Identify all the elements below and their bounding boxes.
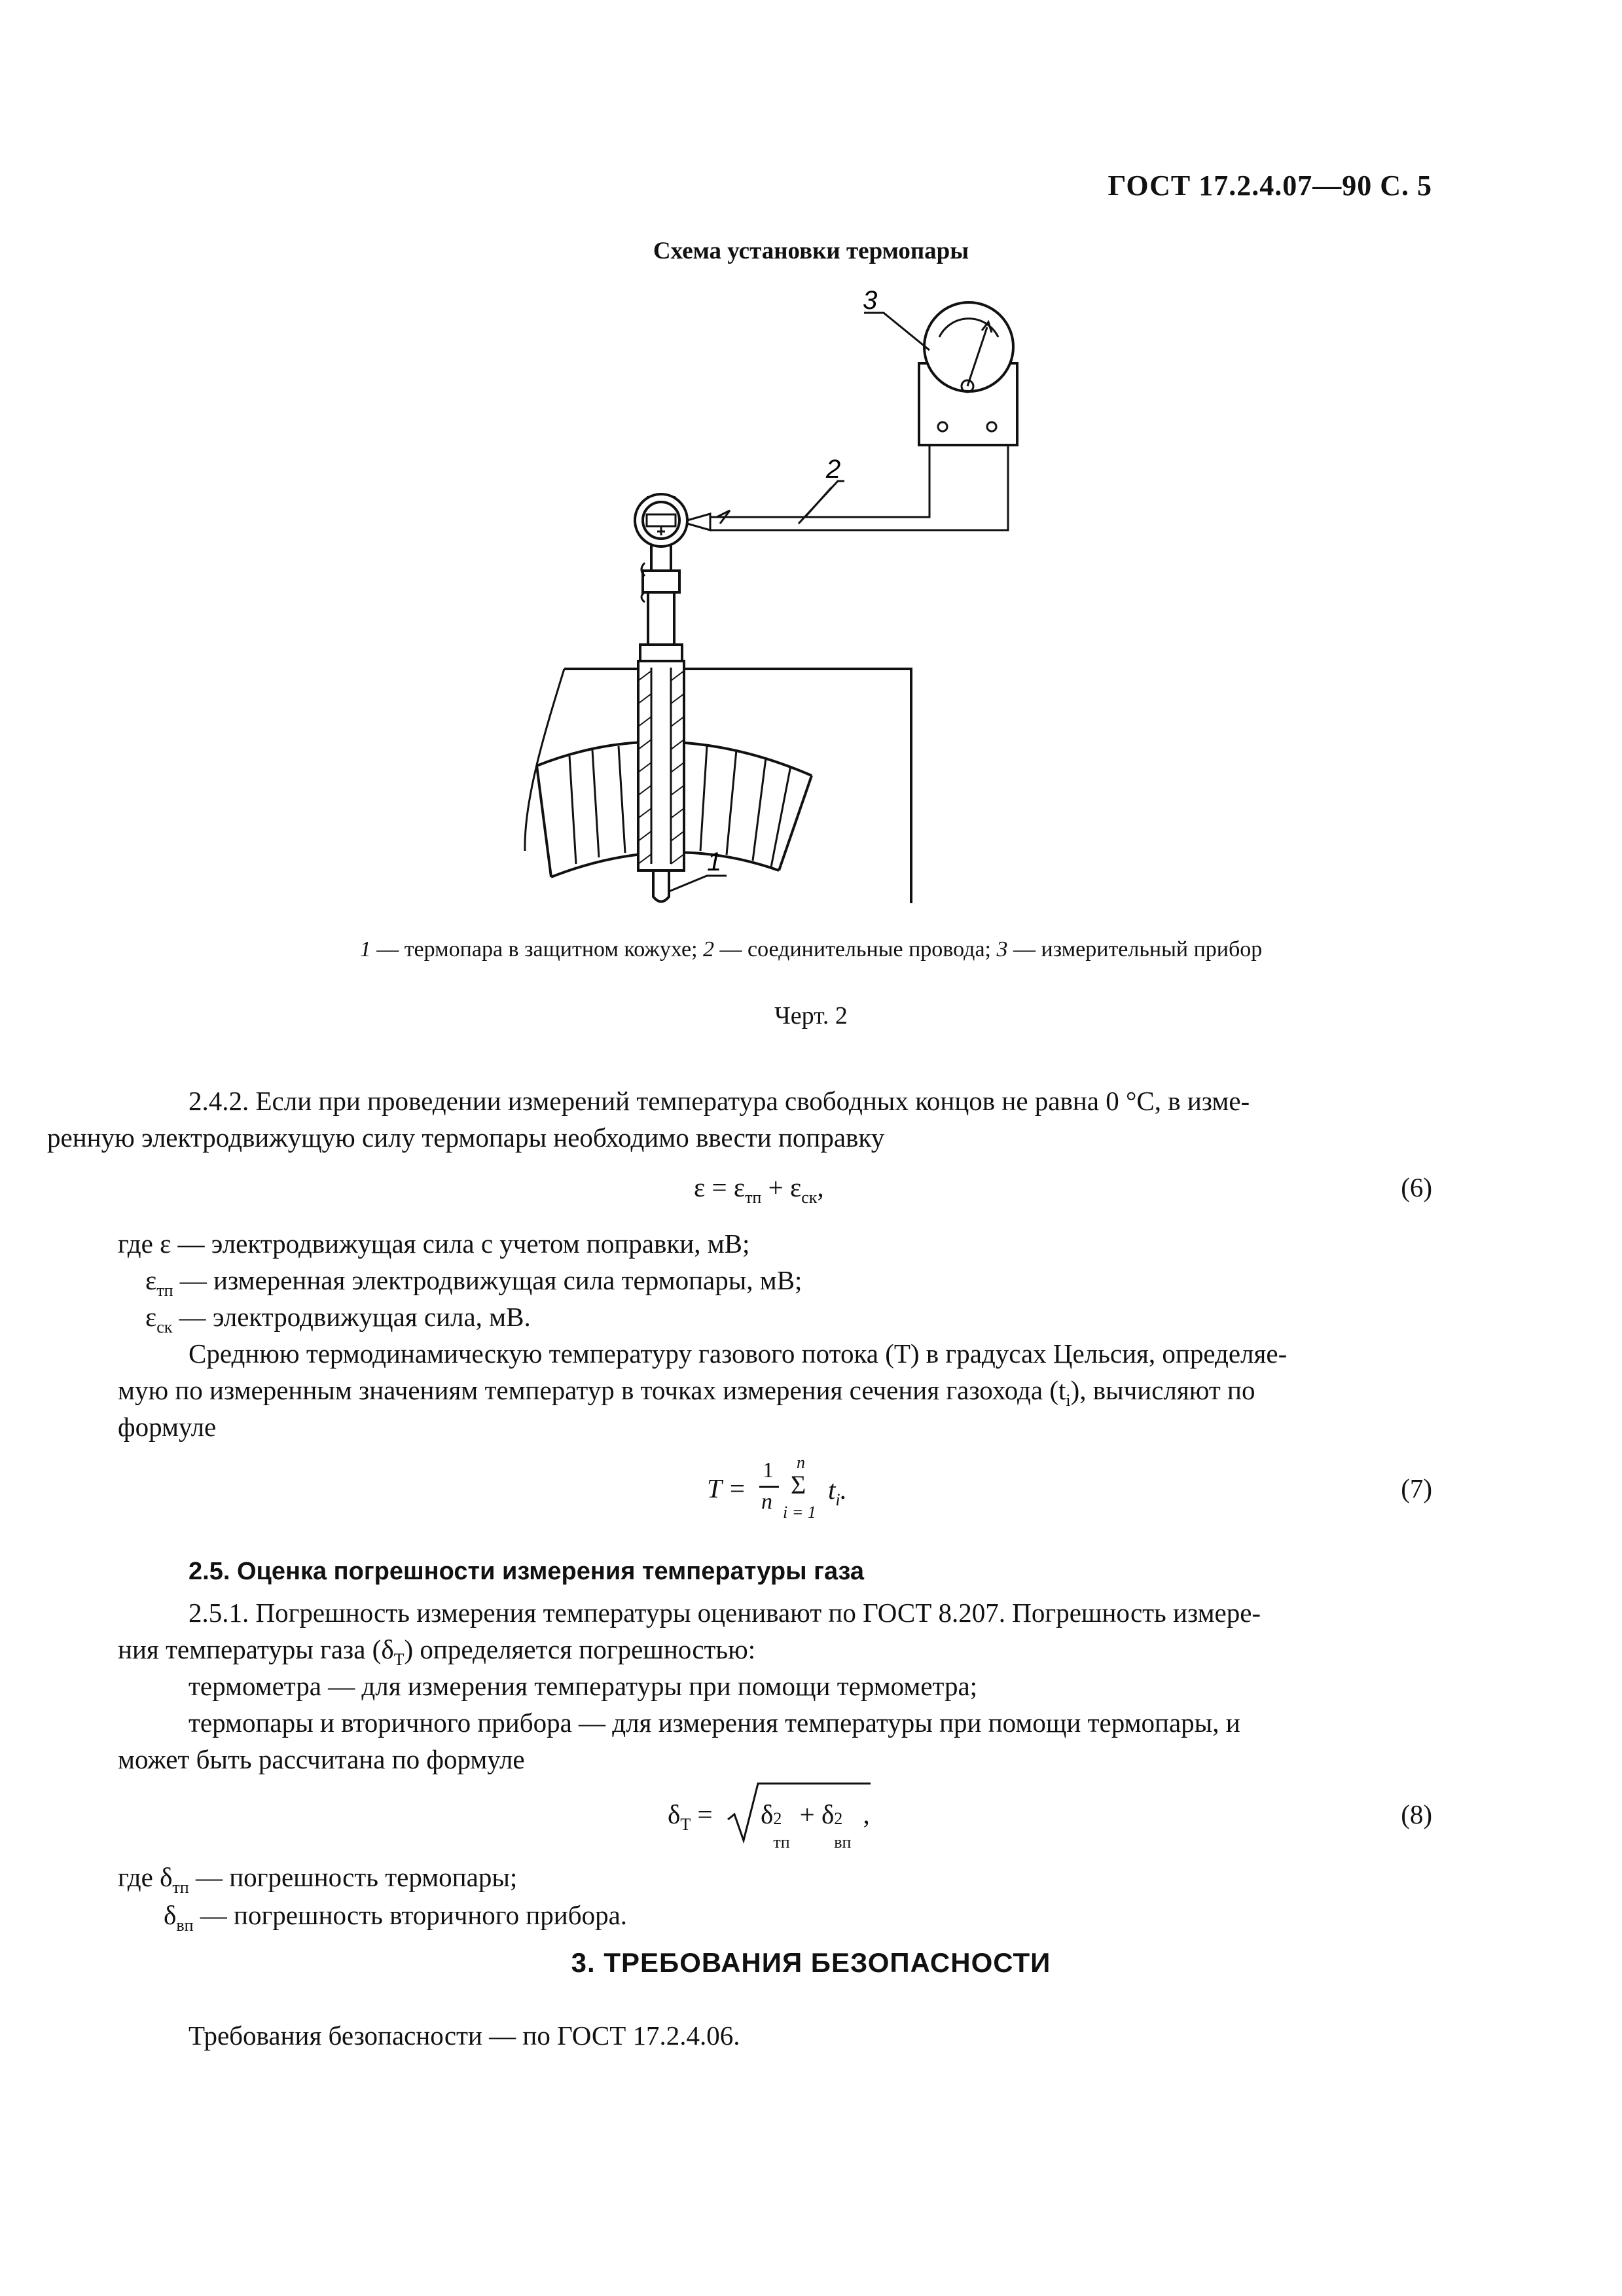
equation-8: $\delta_Т$ = — [668, 1799, 713, 1834]
equation-6-number: (6) — [1401, 1172, 1432, 1202]
equation-7-number: (7) — [1401, 1473, 1432, 1503]
label-3: 3 — [863, 286, 878, 315]
paragraph-2-4-2: 2.4.2. Если при проведении измерений температура свободных концов не равна 0 °С, в изме- ренную электродвижущую силу термопары необходимо ввести поправку — [47, 1086, 1250, 1153]
definition-epsilon: где ε — электродвижущая сила с учетом поправки, мВ; — [118, 1229, 750, 1259]
definition-epsilon-sk: $\varepsilon_{ск}$ — электродвижущая сила, мВ. — [145, 1302, 531, 1336]
equation-7-sum-top: n — [797, 1453, 805, 1472]
definition-delta-tp: где $\delta_{тп}$ — погрешность термопары; — [118, 1862, 518, 1897]
s251-line-3: термометра — для измерения температуры при помощи термометра; — [189, 1671, 978, 1701]
label-1: 1 — [707, 848, 722, 876]
equation-7-lhs: T = — [707, 1473, 746, 1503]
s251-line-2: ния температуры газа $(\delta_Т)$ определяется погрешностью: — [118, 1634, 756, 1669]
equation-6: $\varepsilon = \varepsilon_{тп} + \varepsilon_{ск}$, — [694, 1172, 824, 1207]
equation-8-radicand: δ 2 тп + δ 2 вп , — [761, 1799, 870, 1852]
mean-temp-line-2: мую по измеренным значениям температур в точках измерения сечения газохода $(t_i)$, вычисляют по — [118, 1375, 1255, 1410]
section-2-5-heading: 2.5. Оценка погрешности измерения температуры газа — [189, 1558, 865, 1585]
equation-7-num: 1 — [763, 1458, 774, 1482]
figure-caption: 1 — термопара в защитном кожухе; 2 — соединительные провода; 3 — измерительный прибор — [359, 937, 1263, 961]
equation-7-term: $t_i$. — [828, 1475, 847, 1509]
definition-epsilon-tp: $\varepsilon_{тп}$ — измеренная электродвижущая сила термопары, мВ; — [145, 1265, 802, 1300]
label-2: 2 — [826, 455, 841, 484]
section-3-text: Требования безопасности — по ГОСТ 17.2.4.06. — [189, 2020, 740, 2051]
equation-8-number: (8) — [1401, 1799, 1432, 1829]
mean-temp-line-1: Среднюю термодинамическую температуру газового потока (T) в градусах Цельсия, определяе- — [189, 1338, 1288, 1369]
equation-7-den: n — [761, 1490, 772, 1514]
section-3-heading: 3. ТРЕБОВАНИЯ БЕЗОПАСНОСТИ — [571, 1947, 1051, 1978]
mean-temp-line-3: формуле — [118, 1412, 217, 1442]
figure-title: Схема установки термопары — [653, 238, 969, 264]
page-header: ГОСТ 17.2.4.07—90 С. 5 — [1108, 170, 1432, 202]
equation-7-sum: Σ — [791, 1470, 806, 1499]
s251-line-4: термопары и вторичного прибора — для измерения температуры при помощи термопары, и — [189, 1708, 1240, 1738]
equation-7-sum-bottom: i = 1 — [783, 1503, 816, 1522]
definition-delta-vp: $\delta_{вп}$ — погрешность вторичного прибора. — [164, 1900, 628, 1935]
s251-line-1: 2.5.1. Погрешность измерения температуры оценивают по ГОСТ 8.207. Погрешность измере- — [189, 1598, 1261, 1628]
figure-number: Черт. 2 — [774, 1002, 848, 1030]
s251-line-5: может быть рассчитана по формуле — [118, 1744, 525, 1774]
